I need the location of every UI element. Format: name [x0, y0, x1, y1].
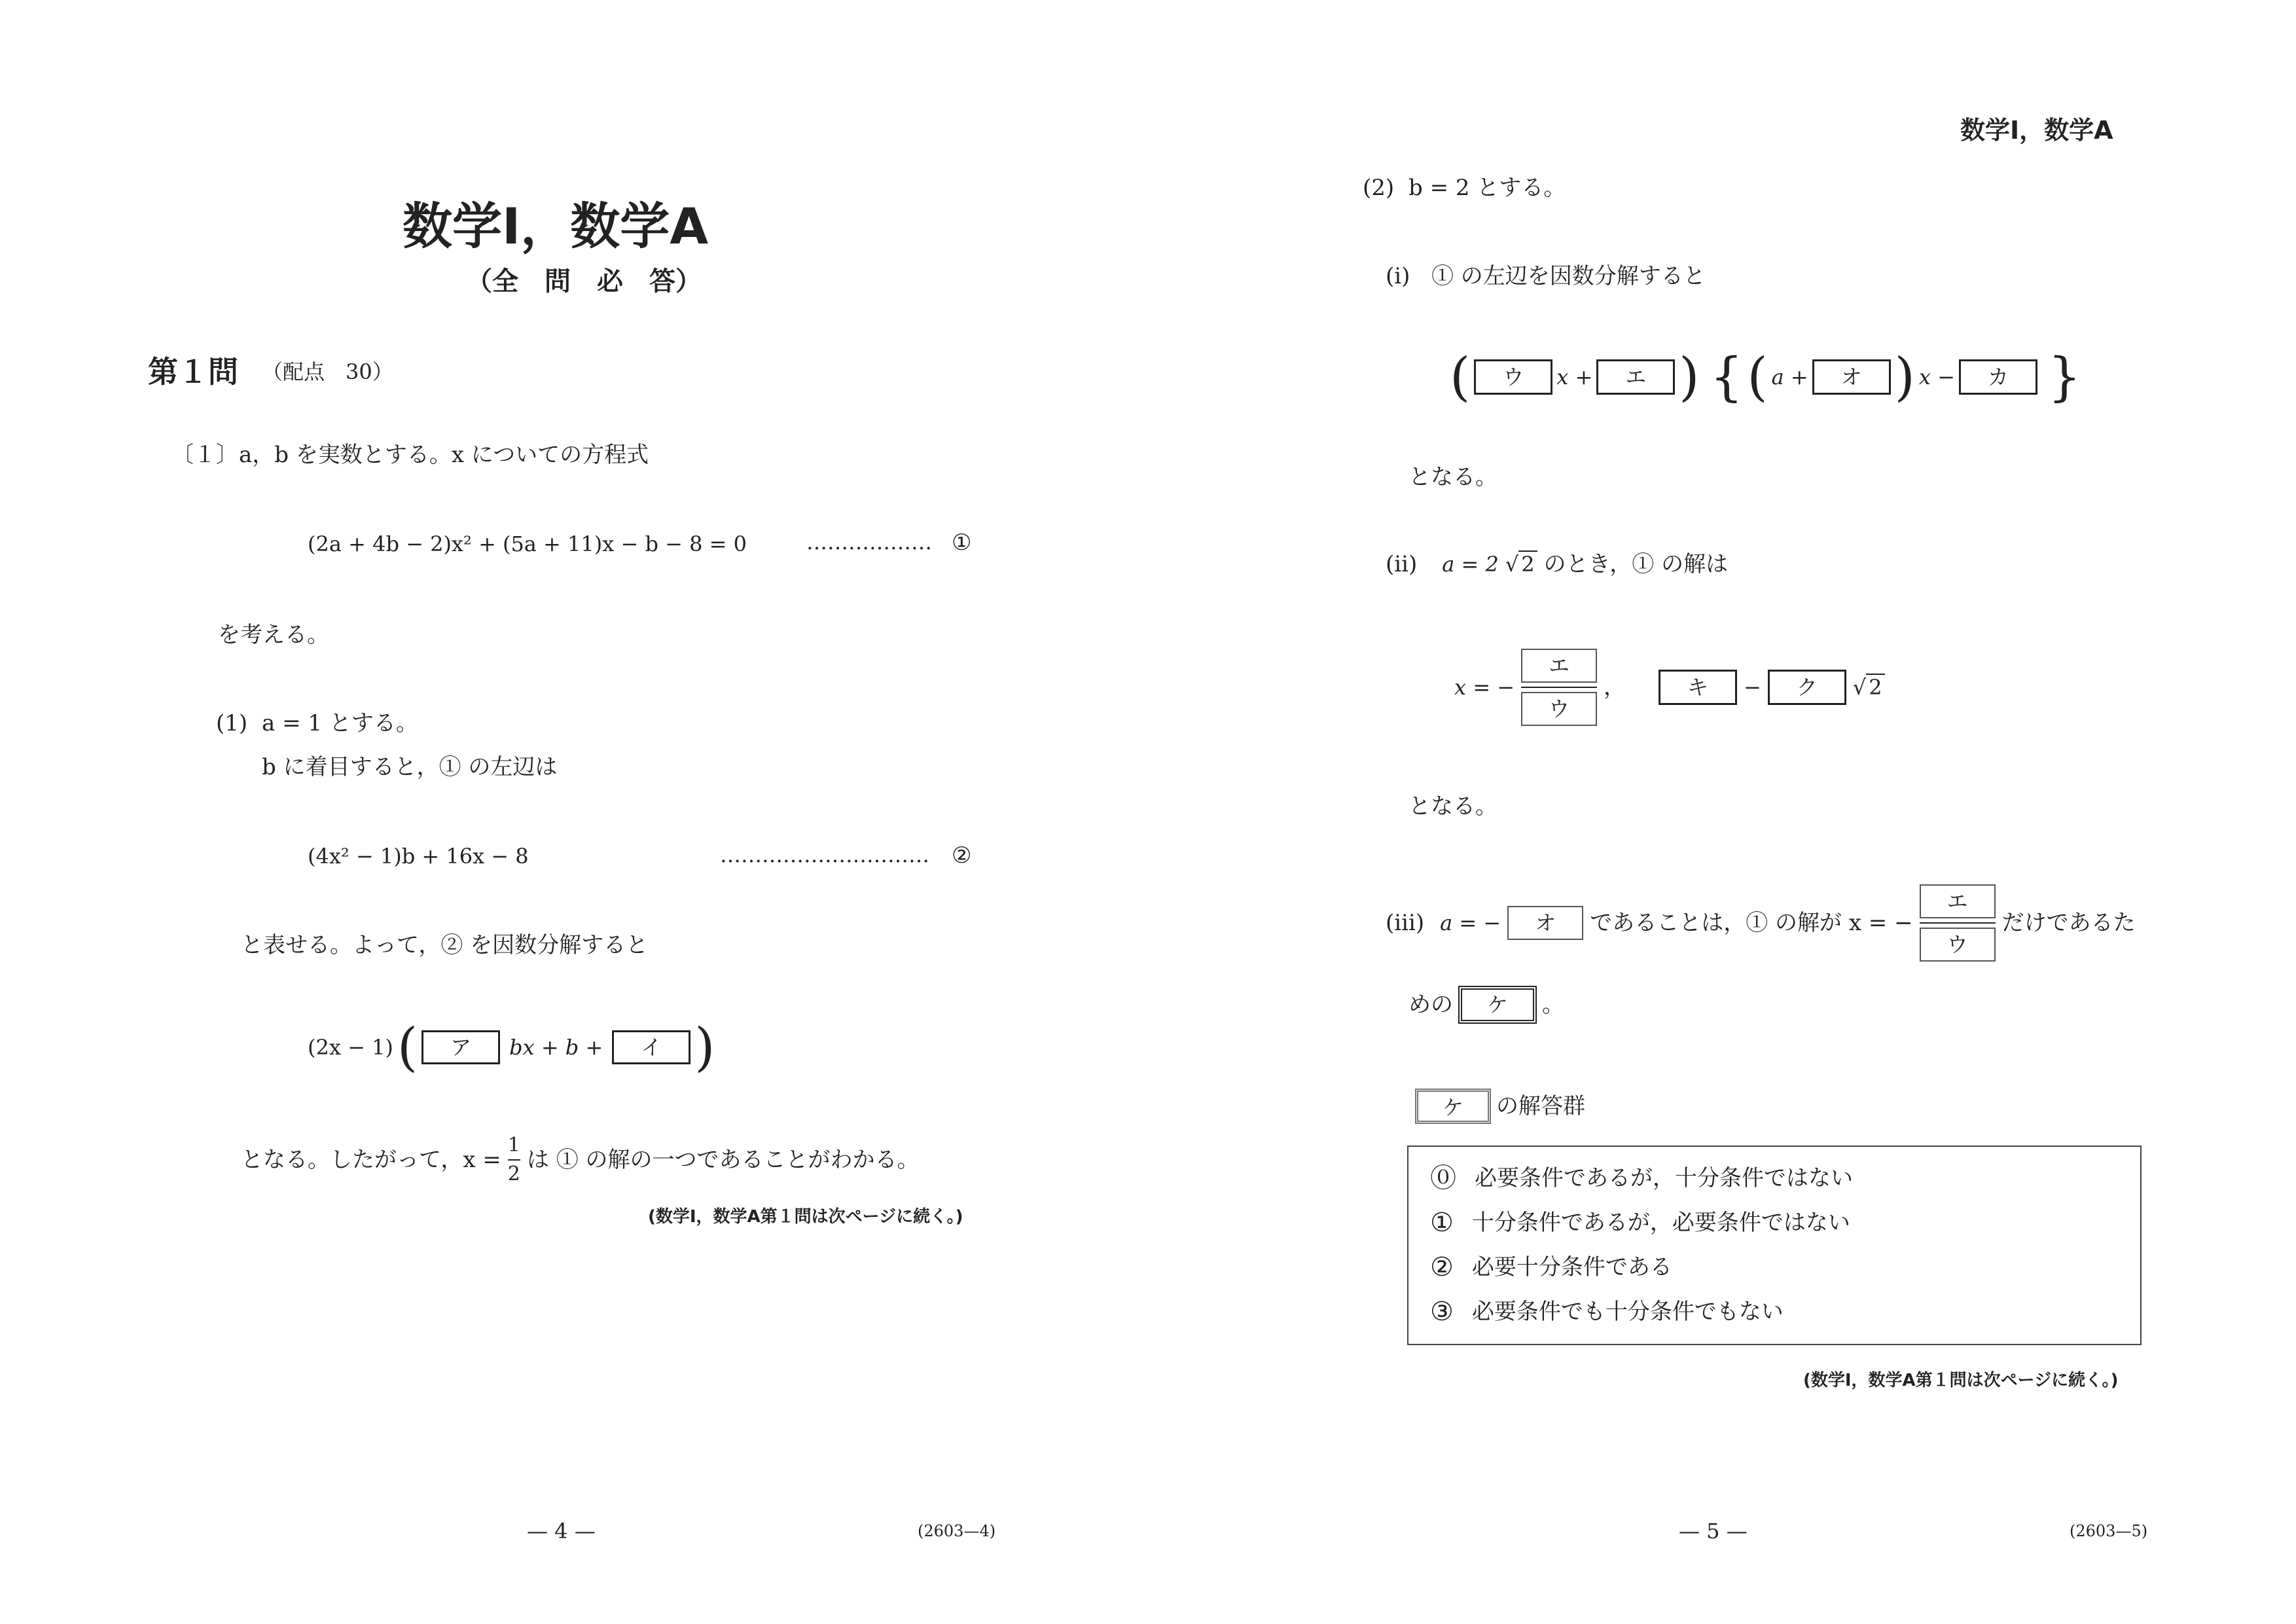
close-paren-2: ) [1894, 346, 1915, 407]
close-brace: } [2047, 346, 2081, 407]
subq-iii-line [1386, 877, 2136, 969]
continue-note-left: (数学Ⅰ，数学A第１問は次ページに続く。) [648, 1207, 963, 1227]
tonaru-2: となる。 [1408, 793, 1498, 820]
open-paren: ( [397, 1017, 418, 1077]
subq-i-label: (i) [1386, 263, 1410, 289]
conclusion-prefix: となる。したがって，x = [241, 1147, 501, 1173]
choice-mark-1: ① [1430, 1208, 1454, 1238]
inline-box-o[interactable]: オ [1507, 906, 1583, 940]
open-paren-2: ( [1747, 346, 1768, 407]
choice-text-3: 必要条件でも十分条件でもない [1471, 1299, 1784, 1325]
fraction-bar [508, 1159, 520, 1161]
fraction-bar-e-u [1521, 687, 1597, 688]
choices-title-box: ケ [1415, 1089, 1491, 1124]
factorized-expression [1450, 346, 2081, 408]
page-subtitle: （全 問 必 答） [466, 266, 702, 297]
subq-iii-end: 。 [1542, 992, 1564, 1018]
intro-label: 〔１〕 [171, 442, 238, 468]
fraction-bar-iii [1920, 922, 1996, 924]
answer-box-ka[interactable]: カ [1959, 359, 2037, 395]
choice-1[interactable] [1430, 1210, 1850, 1236]
choice-mark-0: ⓪ [1430, 1163, 1456, 1193]
tonaru-1: となる。 [1408, 464, 1498, 490]
section-heading: 第１問 [148, 354, 238, 389]
answer-box-e[interactable]: エ [1596, 359, 1675, 395]
subq-iii-suffix: だけであるた [2001, 910, 2136, 936]
subq-iii-line-2 [1408, 985, 1564, 1024]
sqrt-sign: √ [1505, 552, 1519, 577]
q2-text: b = 2 とする。 [1408, 175, 1566, 201]
answer-box-ke[interactable]: ケ [1458, 986, 1537, 1024]
answer-box-o[interactable]: オ [1812, 359, 1891, 395]
choice-0[interactable] [1430, 1165, 1853, 1191]
choice-text-1: 十分条件であるが，必要条件ではない [1471, 1210, 1850, 1236]
choice-mark-3: ③ [1430, 1297, 1454, 1327]
subq-ii-suffix: のとき，① の解は [1543, 551, 1729, 577]
equation-2-tag: ② [952, 842, 972, 869]
x-minus: x − [1918, 365, 1955, 389]
solution-line [1454, 641, 1885, 733]
answer-box-a[interactable]: ア [422, 1030, 500, 1064]
choice-2[interactable] [1430, 1254, 1672, 1280]
answer-box-u[interactable]: ウ [1474, 359, 1552, 395]
answer-box-i[interactable]: イ [612, 1030, 691, 1064]
sqrt-2-ii [1505, 554, 1537, 575]
equation-3-middle: bx + b + [509, 1035, 603, 1060]
sqrt-2-solution [1853, 677, 1885, 698]
answer-box-ki[interactable]: キ [1659, 670, 1737, 705]
continue-note-right: (数学Ⅰ，数学A第１問は次ページに続く。) [1803, 1371, 2119, 1390]
subq-ii-prefix: a = 2 [1442, 552, 1499, 577]
fraction-denominator: 2 [507, 1163, 520, 1185]
fraction-one-half [508, 1136, 520, 1184]
choices-title: の解答群 [1496, 1093, 1585, 1119]
a-plus: a + [1771, 365, 1808, 389]
equation-3 [308, 1018, 715, 1077]
equation-1: (2a + 4b − 2)x² + (5a + 11)x − b − 8 = 0 [308, 532, 747, 556]
conclusion-suffix: は ① の解の一つであることがわかる。 [526, 1147, 920, 1173]
page-title: 数学Ⅰ，数学A [403, 197, 709, 255]
equation-2-dots: ………………………… [720, 842, 929, 867]
choice-3[interactable] [1430, 1299, 1784, 1325]
q1-label: (1) [216, 710, 248, 736]
fraction-box-u-iii[interactable]: ウ [1920, 928, 1996, 962]
solution-minus: − [1744, 675, 1761, 700]
equation-3-prefix: (2x − 1) [308, 1035, 393, 1060]
page-code-left: (2603—4) [918, 1522, 996, 1540]
fraction-box-e-iii[interactable]: エ [1920, 884, 1996, 918]
x-plus-1: x + [1556, 365, 1593, 389]
conclusion-line [241, 1127, 920, 1193]
answer-box-ku[interactable]: ク [1768, 670, 1846, 705]
open-brace: { [1710, 346, 1744, 407]
subq-i-text: ① の左辺を因数分解すると [1431, 263, 1706, 289]
fraction-e-over-u [1521, 649, 1597, 726]
fraction-box-e[interactable]: エ [1521, 649, 1597, 683]
equation-1-tag: ① [952, 530, 972, 556]
equation-2: (4x² − 1)b + 16x − 8 [308, 844, 529, 869]
choice-text-0: 必要条件であるが，十分条件ではない [1475, 1165, 1853, 1191]
open-paren-1: ( [1450, 346, 1471, 407]
fraction-box-u[interactable]: ウ [1521, 692, 1597, 726]
q1-text: a = 1 とする。 [262, 710, 418, 736]
running-header: 数学Ⅰ，数学A [1960, 116, 2113, 145]
sqrt-radicand-2: 2 [1866, 674, 1884, 700]
q1-text-2: b に着目すると，① の左辺は [262, 754, 558, 780]
choice-mark-2: ② [1430, 1252, 1454, 1282]
sqrt-radicand: 2 [1518, 550, 1537, 577]
fraction-numerator: 1 [507, 1134, 520, 1157]
subq-ii-label: (ii) [1386, 551, 1418, 577]
page-code-right: (2603—5) [2070, 1522, 2148, 1540]
close-paren: ) [694, 1017, 715, 1077]
page-number-left: — 4 — [527, 1519, 596, 1543]
x-equals-minus: x = − [1454, 675, 1515, 700]
choices-title-line [1415, 1087, 1585, 1126]
choice-text-2: 必要十分条件である [1471, 1254, 1672, 1280]
close-paren-1: ) [1679, 346, 1700, 407]
solution-comma: ， [1604, 674, 1626, 700]
page-number-right: — 5 — [1679, 1519, 1748, 1543]
subq-iii-label: (iii) [1386, 910, 1425, 936]
fraction-e-over-u-iii [1920, 884, 1996, 962]
section-points: （配点 30） [262, 359, 393, 384]
intro-text: a，b を実数とする。x についての方程式 [239, 442, 649, 468]
subq-iii-middle: であることは，① の解が x = − [1590, 910, 1913, 936]
q2-label: (2) [1363, 175, 1395, 201]
subq-ii-line [1386, 553, 1728, 575]
subq-iii-line2-text: めの [1408, 992, 1453, 1018]
subq-iii-prefix: a = − [1440, 911, 1501, 935]
consider-text: を考える。 [218, 622, 329, 648]
sqrt-sign-2: √ [1852, 675, 1867, 700]
equation-1-dots: ……………… [806, 530, 932, 554]
factor-text: と表せる。よって，② を因数分解すると [241, 932, 649, 958]
